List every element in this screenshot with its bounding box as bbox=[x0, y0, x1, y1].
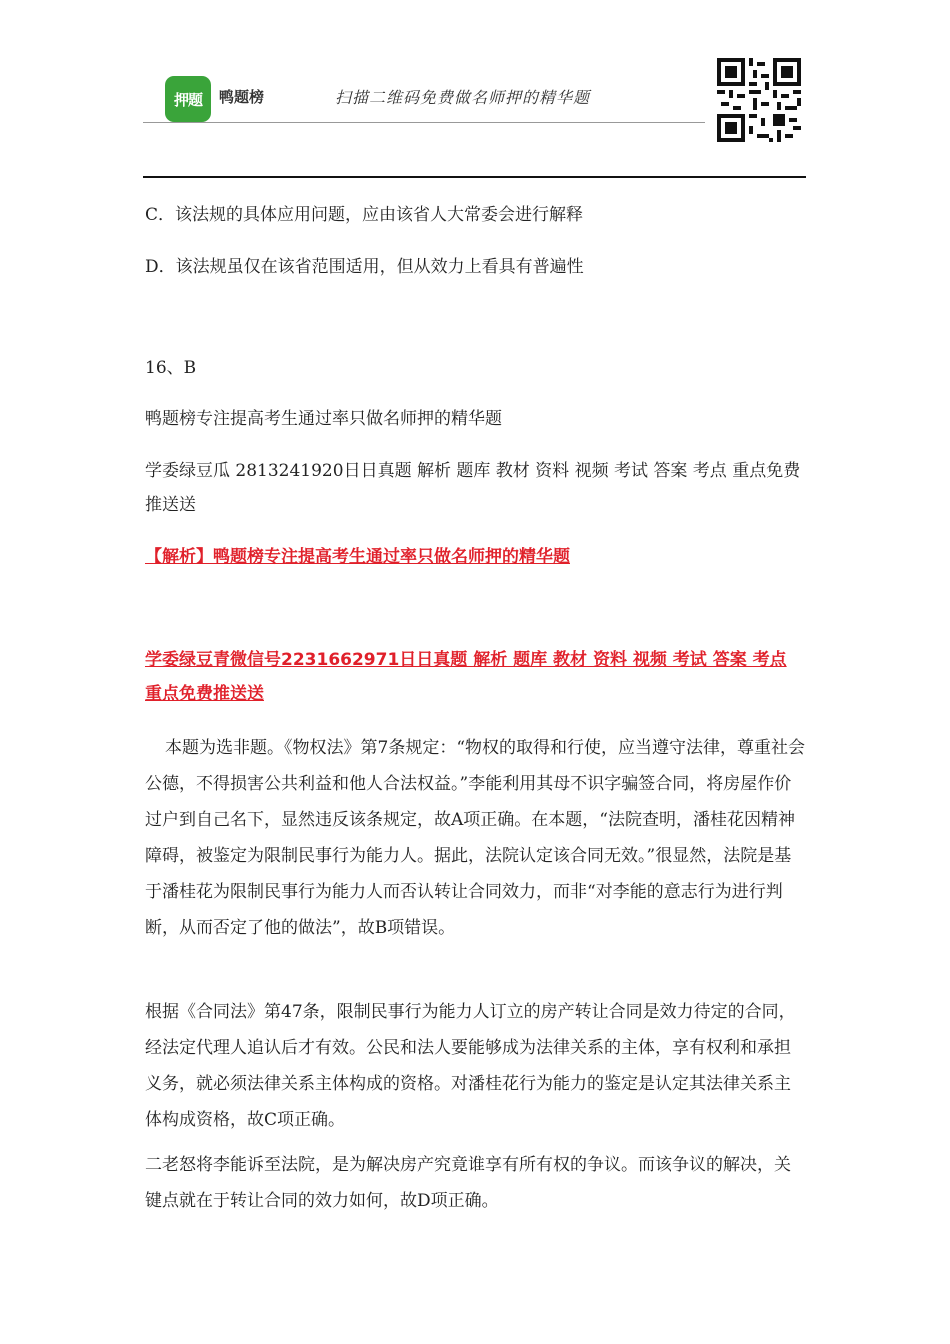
promo-line: 鸭题榜专注提高考生通过率只做名师押的精华题 bbox=[145, 409, 502, 429]
promo-contact: 学委绿豆瓜 2813241920日日真题 解析 题库 教材 资料 视频 考试 答案 考点 重点免费推送送 bbox=[145, 461, 801, 515]
header-rule bbox=[143, 176, 806, 178]
option-c: C．该法规的具体应用问题，应由该省人大常委会进行解释 bbox=[145, 205, 584, 225]
analysis-paragraph: 根据《合同法》第47条，限制民事行为能力人订立的房产转让合同是效力待定的合同，经法定代理人追认后才有效。公民和法人要能够成为法律关系的主体，享有权利和承担义务，就必须法律关系主体构成的资格。对潘桂花行为能力的鉴定是认定其法律关系主体构成资格，故C项正确。 bbox=[145, 1002, 796, 1130]
header-divider bbox=[143, 122, 705, 123]
analysis-heading-text: 【解析】鸭题榜专注提高考生通过率只做名师押的精华题 bbox=[145, 547, 570, 567]
analysis-heading bbox=[145, 540, 805, 574]
analysis-contact bbox=[145, 643, 805, 711]
logo-text: 押题 bbox=[173, 90, 202, 109]
answer-label: 16、B bbox=[145, 358, 197, 378]
page-header bbox=[143, 58, 806, 178]
brand-logo bbox=[165, 76, 211, 122]
brand-name: 鸭题榜 bbox=[219, 88, 265, 106]
option-d: D．该法规虽仅在该省范围适用，但从效力上看具有普遍性 bbox=[145, 257, 584, 277]
qr-code-icon bbox=[717, 58, 801, 142]
analysis-paragraph: 本题为选非题。《物权法》第7条规定：“物权的取得和行使，应当遵守法律，尊重社会公德，不得损害公共利益和他人合法权益。”李能利用其母不识字骗签合同，将房屋作价过户到自己名下，显然违反该条规定，故A项正确。在本题，“法院查明，潘桂花因精神障碍，被鉴定为限制民事行为能力人。据此，法院认定该合同无效。”很显然，法院是基于潘桂花为限制民事行为能力人而否认转让合同效力，而非“对李能的意志行为进行判断，从而否定了他的做法”，故B项错误。 bbox=[145, 738, 806, 938]
header-slogan: 扫描二维码免费做名师押的精华题 bbox=[335, 88, 591, 107]
analysis-contact-text: 学委绿豆青微信号2231662971日日真题 解析 题库 教材 资料 视频 考试 答案 考点 重点免费推送送 bbox=[145, 650, 787, 704]
analysis-paragraph: 二老怒将李能诉至法院，是为解决房产究竟谁享有所有权的争议。而该争议的解决，关键点就在于转让合同的效力如何，故D项正确。 bbox=[145, 1155, 791, 1211]
